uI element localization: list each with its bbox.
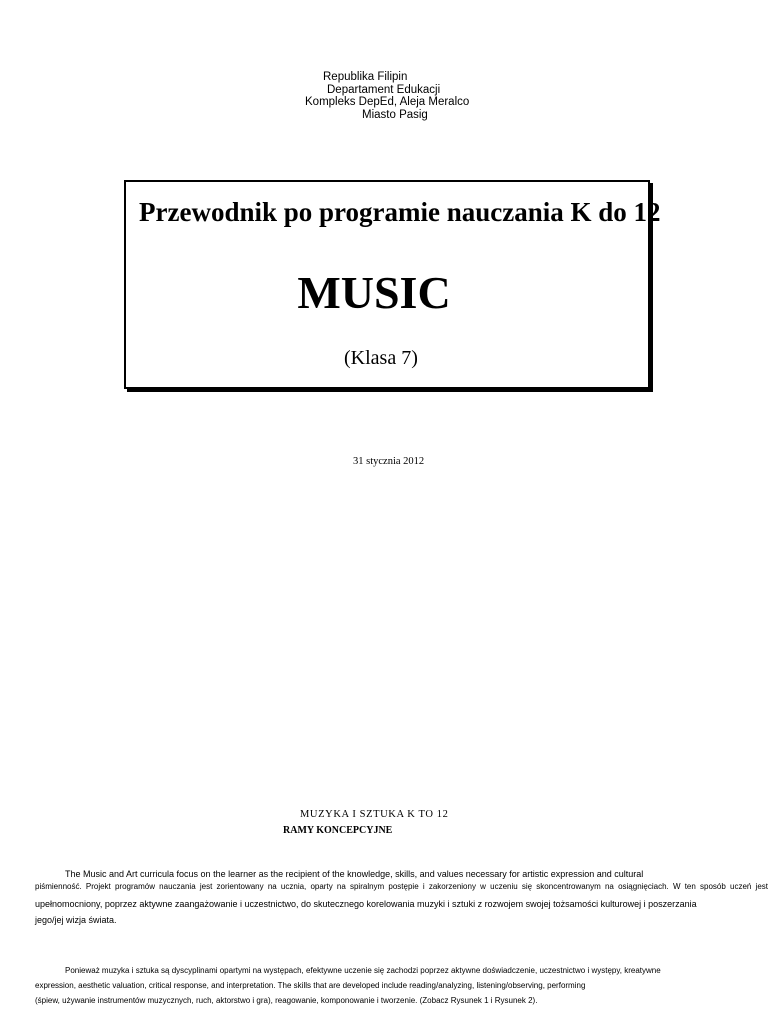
paragraph-1-line-3: upełnomocniony, poprzez aktywne zaangażowanie i uczestnictwo, do skutecznego korelowania muzyki i sztuki z rozwojem swojej tożsamości kulturowej i poszerzania: [35, 899, 697, 909]
grade-label: (Klasa 7): [344, 347, 418, 369]
paragraph-2-line-2: expression, aesthetic valuation, critical response, and interpretation. The skills that are developed include reading/analyzing, listening/observing, performing: [35, 981, 586, 990]
document-date: 31 stycznia 2012: [353, 456, 425, 467]
section-subtitle: RAMY KONCEPCYJNE: [283, 825, 393, 836]
subject-title: MUSIC: [297, 267, 451, 318]
section-title: MUZYKA I SZTUKA K TO 12: [300, 809, 449, 820]
paragraph-2-line-1: Ponieważ muzyka i sztuka są dyscyplinami opartymi na występach, efektywne uczenie się zachodzi poprzez aktywne doświadczenie, uczestnictwo i występy, kreatywne: [65, 966, 661, 975]
paragraph-1-line-4: jego/jej wizja świata.: [35, 915, 117, 925]
paragraph-2-line-3: (śpiew, używanie instrumentów muzycznych, ruch, aktorstwo i gra), reagowanie, komponowanie i tworzenie. (Zobacz Rysunek 1 i Rysunek 2).: [35, 996, 538, 1005]
paragraph-1-line-1: The Music and Art curricula focus on the learner as the recipient of the knowledge, skills, and values necessary for artistic expression and cultural: [65, 869, 644, 879]
header-line-country: Republika Filipin: [323, 71, 408, 83]
paragraph-1-line-2: piśmienność. Projekt programów nauczania jest zorientowany na ucznia, oparty na spiralnym postępie i zakorzeniony w uczeniu się skoncentrowanym na osiągnięciach. W ten sposób uczeń jest: [35, 882, 768, 891]
header-line-department: Departament Edukacji: [327, 84, 441, 96]
header-line-address: Kompleks DepEd, Aleja Meralco: [305, 96, 470, 108]
header-line-city: Miasto Pasig: [362, 109, 428, 121]
curriculum-guide-title: Przewodnik po programie nauczania K do 12: [139, 197, 661, 227]
